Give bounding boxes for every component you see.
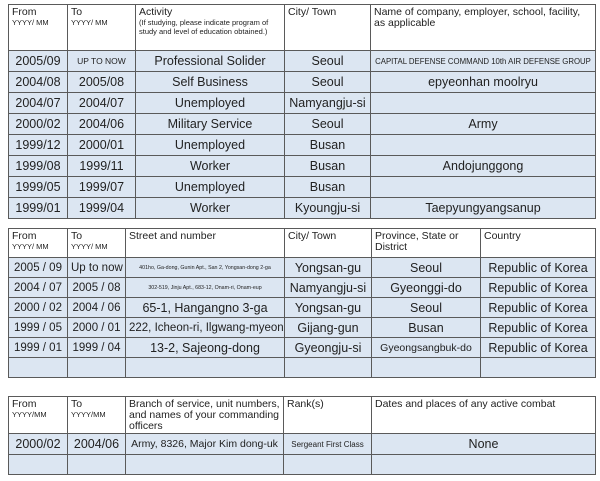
table-row bbox=[9, 455, 596, 475]
table-row bbox=[9, 135, 596, 156]
cell-company bbox=[371, 177, 596, 198]
cell-to bbox=[68, 455, 126, 475]
cell-from: 1999/05 bbox=[9, 177, 68, 198]
cell-from: 2004 / 07 bbox=[9, 278, 68, 298]
cell-street: 401ho, Ga-dong, Gunin Apt., San 2, Yongsan-dong 2-ga bbox=[126, 258, 285, 278]
cell-province: Busan bbox=[372, 318, 481, 338]
employment-history-table bbox=[8, 4, 596, 219]
table-header-row bbox=[9, 229, 596, 258]
cell-to: 2004/06 bbox=[68, 114, 136, 135]
cell-to: Up to now bbox=[68, 258, 126, 278]
cell-from: 1999/01 bbox=[9, 198, 68, 219]
header-to: To YYYY/ MM bbox=[68, 5, 136, 51]
header-rank: Rank(s) bbox=[284, 397, 372, 434]
cell-company: CAPITAL DEFENSE COMMAND 10th AIR DEFENSE GROUP bbox=[371, 51, 596, 72]
cell-province bbox=[372, 358, 481, 378]
cell-company bbox=[371, 135, 596, 156]
table-row bbox=[9, 338, 596, 358]
cell-city: Gyeongju-si bbox=[285, 338, 372, 358]
cell-from: 1999 / 01 bbox=[9, 338, 68, 358]
cell-country: Republic of Korea bbox=[481, 278, 596, 298]
cell-from: 2005 / 09 bbox=[9, 258, 68, 278]
cell-from: 1999 / 05 bbox=[9, 318, 68, 338]
cell-activity: Self Business bbox=[136, 72, 285, 93]
cell-city: Busan bbox=[285, 135, 371, 156]
header-province: Province, State or District bbox=[372, 229, 481, 258]
cell-activity: Worker bbox=[136, 198, 285, 219]
table-row bbox=[9, 258, 596, 278]
cell-from: 2004/08 bbox=[9, 72, 68, 93]
cell-from: 1999/08 bbox=[9, 156, 68, 177]
header-branch: Branch of service, unit numbers, and names of your commanding officers bbox=[126, 397, 284, 434]
cell-to: 2000/01 bbox=[68, 135, 136, 156]
cell-company: Andojunggong bbox=[371, 156, 596, 177]
table-row bbox=[9, 318, 596, 338]
cell-from bbox=[9, 455, 68, 475]
cell-from bbox=[9, 358, 68, 378]
table-row bbox=[9, 177, 596, 198]
cell-country: Republic of Korea bbox=[481, 318, 596, 338]
cell-to: 2005 / 08 bbox=[68, 278, 126, 298]
cell-from: 2000/02 bbox=[9, 114, 68, 135]
cell-branch bbox=[126, 455, 284, 475]
header-from: From YYYY/MM bbox=[9, 397, 68, 434]
cell-to: 1999/07 bbox=[68, 177, 136, 198]
header-combat: Dates and places of any active combat bbox=[372, 397, 596, 434]
header-country: Country bbox=[481, 229, 596, 258]
cell-city: Seoul bbox=[285, 51, 371, 72]
header-to: To YYYY/MM bbox=[68, 397, 126, 434]
table-row bbox=[9, 114, 596, 135]
cell-city: Busan bbox=[285, 177, 371, 198]
military-service-table bbox=[8, 396, 596, 475]
cell-company: Army bbox=[371, 114, 596, 135]
cell-city: Yongsan-gu bbox=[285, 298, 372, 318]
table-row bbox=[9, 72, 596, 93]
cell-activity: Unemployed bbox=[136, 93, 285, 114]
cell-activity: Unemployed bbox=[136, 135, 285, 156]
cell-country: Republic of Korea bbox=[481, 298, 596, 318]
cell-combat: None bbox=[372, 434, 596, 455]
cell-company: epyeonhan moolryu bbox=[371, 72, 596, 93]
table-row bbox=[9, 434, 596, 455]
cell-to: 1999/11 bbox=[68, 156, 136, 177]
cell-from: 2005/09 bbox=[9, 51, 68, 72]
cell-country bbox=[481, 358, 596, 378]
table-row bbox=[9, 278, 596, 298]
cell-to: 2000 / 01 bbox=[68, 318, 126, 338]
header-to: To YYYY/ MM bbox=[68, 229, 126, 258]
cell-combat bbox=[372, 455, 596, 475]
cell-city: Kyoungju-si bbox=[285, 198, 371, 219]
header-from: From YYYY/ MM bbox=[9, 229, 68, 258]
header-from: From YYYY/ MM bbox=[9, 5, 68, 51]
cell-city: Namyangju-si bbox=[285, 278, 372, 298]
cell-province: Gyeongsangbuk-do bbox=[372, 338, 481, 358]
cell-city: Busan bbox=[285, 156, 371, 177]
cell-city: Seoul bbox=[285, 114, 371, 135]
cell-to bbox=[68, 358, 126, 378]
cell-street: 13-2, Sajeong-dong bbox=[126, 338, 285, 358]
header-city: City/ Town bbox=[285, 229, 372, 258]
cell-country: Republic of Korea bbox=[481, 258, 596, 278]
cell-to: 1999/04 bbox=[68, 198, 136, 219]
cell-to: 2004/07 bbox=[68, 93, 136, 114]
cell-rank bbox=[284, 455, 372, 475]
cell-to: 1999 / 04 bbox=[68, 338, 126, 358]
cell-province: Seoul bbox=[372, 298, 481, 318]
cell-to: 2004/06 bbox=[68, 434, 126, 455]
cell-city bbox=[285, 358, 372, 378]
cell-street: 302-519, Jinju Apt., 683-12, Onam-ri, Onam-eup bbox=[126, 278, 285, 298]
cell-province: Gyeonggi-do bbox=[372, 278, 481, 298]
cell-to: UP TO NOW bbox=[68, 51, 136, 72]
cell-city: Gijang-gun bbox=[285, 318, 372, 338]
table-row bbox=[9, 93, 596, 114]
cell-city: Yongsan-gu bbox=[285, 258, 372, 278]
cell-to: 2005/08 bbox=[68, 72, 136, 93]
address-history-table bbox=[8, 228, 596, 378]
header-street: Street and number bbox=[126, 229, 285, 258]
cell-city: Namyangju-si bbox=[285, 93, 371, 114]
cell-company: Taepyungyangsanup bbox=[371, 198, 596, 219]
table-row bbox=[9, 51, 596, 72]
cell-activity: Unemployed bbox=[136, 177, 285, 198]
cell-city: Seoul bbox=[285, 72, 371, 93]
cell-branch: Army, 8326, Major Kim dong-uk bbox=[126, 434, 284, 455]
table-row bbox=[9, 298, 596, 318]
cell-street bbox=[126, 358, 285, 378]
cell-activity: Military Service bbox=[136, 114, 285, 135]
cell-from: 2000/02 bbox=[9, 434, 68, 455]
table-header-row bbox=[9, 5, 596, 51]
header-company: Name of company, employer, school, facility, as applicable bbox=[371, 5, 596, 51]
table-row bbox=[9, 358, 596, 378]
cell-from: 1999/12 bbox=[9, 135, 68, 156]
cell-street: 65-1, Hangangno 3-ga bbox=[126, 298, 285, 318]
table-row bbox=[9, 198, 596, 219]
cell-to: 2004 / 06 bbox=[68, 298, 126, 318]
header-city: City/ Town bbox=[285, 5, 371, 51]
cell-activity: Worker bbox=[136, 156, 285, 177]
cell-from: 2000 / 02 bbox=[9, 298, 68, 318]
header-activity: Activity (If studying, please indicate program of study and level of education obtained.) bbox=[136, 5, 285, 51]
cell-activity: Professional Solider bbox=[136, 51, 285, 72]
table-row bbox=[9, 156, 596, 177]
cell-street: 222, Icheon-ri, Ilgwang-myeon bbox=[126, 318, 285, 338]
cell-rank: Sergeant First Class bbox=[284, 434, 372, 455]
cell-country: Republic of Korea bbox=[481, 338, 596, 358]
cell-province: Seoul bbox=[372, 258, 481, 278]
table-header-row bbox=[9, 397, 596, 434]
cell-from: 2004/07 bbox=[9, 93, 68, 114]
cell-company bbox=[371, 93, 596, 114]
